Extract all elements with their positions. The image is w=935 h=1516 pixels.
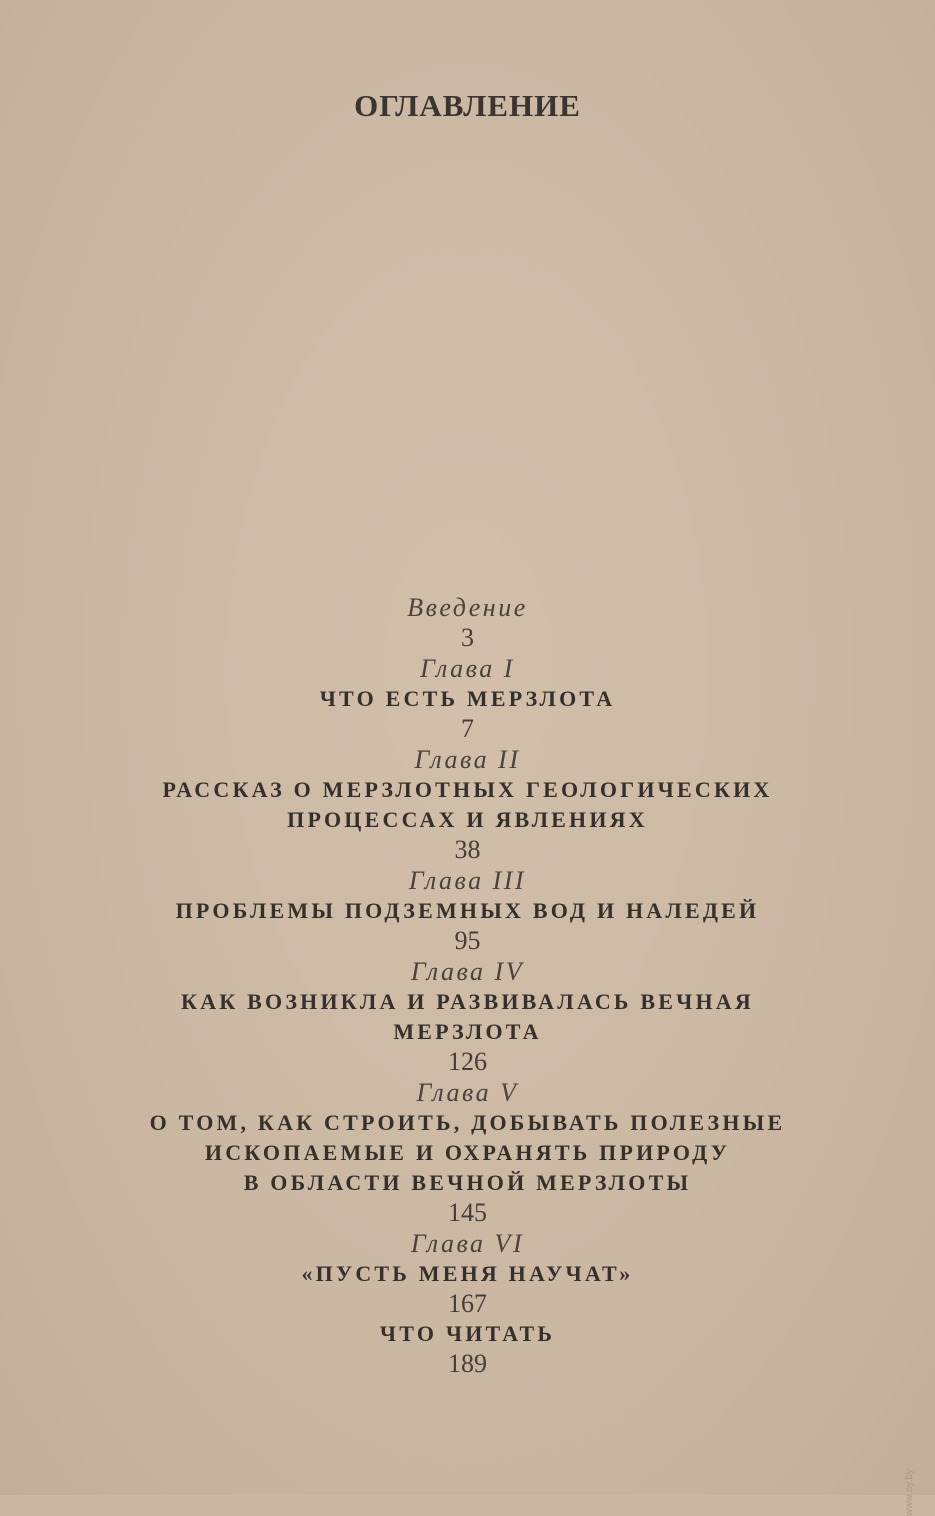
chapter-title-line: О ТОМ, КАК СТРОИТЬ, ДОБЫВАТЬ ПОЛЕЗНЫЕ [149,1110,786,1135]
chapter-label: Глава I [420,654,515,683]
chapter-title-line: ИСКОПАЕМЫЕ И ОХРАНЯТЬ ПРИРОДУ [204,1140,731,1165]
chapter-label: Глава IV [410,957,525,986]
page-number: 3 [461,623,474,652]
table-of-contents [0,592,935,1379]
chapter-label: Глава III [408,866,527,895]
toc-entry-chapter-2 [0,744,935,865]
page-number: 189 [448,1349,487,1378]
toc-entry-chapter-4 [0,956,935,1077]
chapter-title-line: В ОБЛАСТИ ВЕЧНОЙ МЕРЗЛОТЫ [243,1170,692,1195]
toc-entry-chapter-3 [0,865,935,956]
toc-entry-intro [0,592,935,653]
chapter-title: ЧТО ЧИТАТЬ [379,1321,556,1346]
toc-entry-chapter-6 [0,1228,935,1319]
page-number: 95 [454,926,481,955]
chapter-title: ПРОБЛЕМЫ ПОДЗЕМНЫХ ВОД И НАЛЕДЕЙ [175,898,760,923]
chapter-title-line: МЕРЗЛОТА [393,1019,542,1044]
chapter-label: Глава II [414,745,521,774]
toc-entry-chapter-5 [0,1077,935,1228]
page-number: 167 [448,1289,487,1318]
chapter-title: «ПУСТЬ МЕНЯ НАУЧАТ» [301,1261,634,1286]
chapter-label: Глава V [416,1078,519,1107]
chapter-title-line: КАК ВОЗНИКЛА И РАЗВИВАЛАСЬ ВЕЧНАЯ [181,989,754,1014]
chapter-label: Введение [407,593,528,622]
page-title: ОГЛАВЛЕНИЕ [354,88,581,123]
toc-entry-reading [0,1319,935,1379]
page-number: 126 [448,1047,487,1076]
chapter-title-line: РАССКАЗ О МЕРЗЛОТНЫХ ГЕОЛОГИЧЕСКИХ [162,777,773,802]
chapter-title: ЧТО ЕСТЬ МЕРЗЛОТА [319,686,616,711]
page-number: 145 [448,1198,487,1227]
watermark: www.ay.by [904,1469,915,1516]
chapter-label: Глава VI [410,1229,525,1258]
chapter-title-line: ПРОЦЕССАХ И ЯВЛЕНИЯХ [287,807,648,832]
page-number: 7 [461,714,474,743]
toc-entry-chapter-1 [0,653,935,744]
page-number: 38 [454,835,481,864]
